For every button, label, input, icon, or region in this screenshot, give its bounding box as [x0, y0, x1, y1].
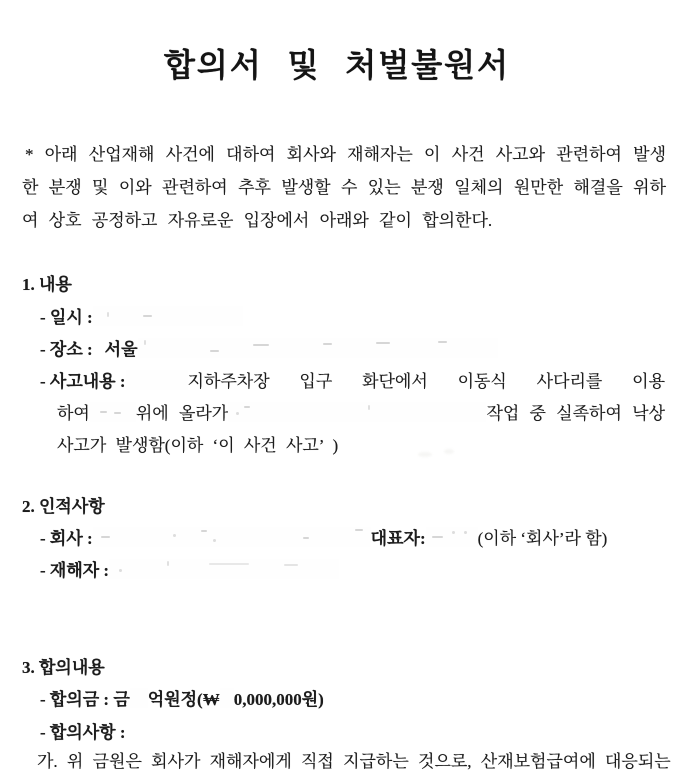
section1-heading: 1. 내용 — [22, 275, 72, 294]
datetime-redacted-area — [93, 306, 243, 326]
datetime-label: - 일시 : — [40, 308, 93, 327]
accident-text-2a: 하여 — [57, 404, 90, 423]
accident-text-2b: 위에 올라가 — [135, 404, 229, 423]
redaction-mark — [323, 343, 332, 345]
amount-redacted-area-2 — [220, 688, 234, 708]
place-row — [40, 338, 498, 361]
redaction-mark — [452, 531, 455, 534]
redaction-mark — [438, 341, 447, 343]
redaction-mark — [107, 312, 109, 317]
intro-line-3: 여 상호 공정하고 자유로운 입장에서 아래와 같이 합의한다. — [22, 211, 493, 230]
amount-unit: 억원정(₩ — [147, 690, 220, 709]
redaction-mark — [114, 412, 121, 414]
redaction-mark — [119, 569, 122, 572]
redaction-mark — [368, 405, 370, 410]
document-title: 합의서 및 처벌불원서 — [164, 47, 510, 83]
accident-text-1: 지하주차장 입구 화단에서 이동식 사다리를 이용 — [187, 372, 665, 391]
accident-text-3: 사고가 발생함(이하 ‘이 사건 사고’ ) — [57, 436, 339, 455]
terms-label: - 합의사항 : — [40, 723, 126, 742]
redaction-mark — [236, 412, 239, 415]
redaction-mark — [432, 536, 443, 538]
accident-redacted-area-2 — [90, 402, 136, 422]
datetime-row — [40, 306, 243, 329]
company-suffix: (이하 ‘회사’라 함) — [477, 529, 608, 548]
intro-line-2: 한 분쟁 및 이와 관련하여 추후 발생할 수 있는 분쟁 일체의 원만한 해결을 위하 — [22, 178, 666, 197]
representative-redacted-area — [426, 527, 478, 547]
victim-row — [40, 559, 339, 582]
section3-heading: 3. 합의내용 — [22, 658, 105, 677]
redaction-mark — [167, 561, 169, 566]
redaction-mark — [143, 315, 152, 317]
redaction-mark — [173, 534, 176, 537]
intro-line-1: * 아래 산업재해 사건에 대하여 회사와 재해자는 이 사건 사고와 관련하여 발생 — [25, 145, 666, 164]
accident-row-1 — [40, 370, 665, 393]
redaction-mark — [210, 350, 219, 352]
accident-redacted-area-1 — [126, 370, 188, 390]
redaction-mark — [253, 344, 269, 346]
redaction-mark — [100, 411, 107, 413]
redaction-mark — [209, 563, 249, 565]
redaction-mark — [464, 531, 467, 534]
company-row — [40, 527, 607, 550]
redaction-mark — [144, 340, 146, 345]
redaction-mark — [244, 406, 250, 408]
amount-row — [40, 688, 324, 711]
scan-smudge — [418, 452, 432, 457]
accident-row-2 — [57, 402, 665, 425]
scan-smudge — [444, 449, 454, 454]
accident-label: - 사고내용 : — [40, 372, 126, 391]
place-label: - 장소 : — [40, 340, 93, 359]
redaction-mark — [303, 537, 309, 539]
redaction-mark — [101, 536, 110, 538]
redaction-mark — [355, 529, 363, 531]
redaction-mark — [213, 539, 216, 542]
company-label: - 회사 : — [40, 529, 93, 548]
redaction-mark — [376, 342, 390, 344]
redaction-mark — [201, 530, 207, 532]
amount-digits: 0,000,000원) — [233, 690, 324, 709]
amount-redacted-area-1 — [130, 688, 148, 708]
clause-ga: 가. 위 금원은 회사가 재해자에게 직접 지급하는 것으로, 산재보험급여에 대응되는 — [37, 752, 671, 771]
accident-text-2c: 작업 중 실족하여 낙상 — [486, 404, 665, 423]
redaction-mark — [284, 564, 298, 566]
company-redacted-area — [93, 527, 371, 547]
place-redacted-area — [138, 338, 498, 358]
section2-heading: 2. 인적사항 — [22, 497, 105, 516]
victim-redacted-area — [109, 559, 339, 579]
place-value: 서울 — [104, 340, 138, 359]
accident-redacted-area-3 — [228, 402, 486, 422]
representative-label: 대표자: — [370, 529, 426, 548]
amount-label: - 합의금 : 금 — [40, 690, 130, 709]
victim-label: - 재해자 : — [40, 561, 110, 580]
